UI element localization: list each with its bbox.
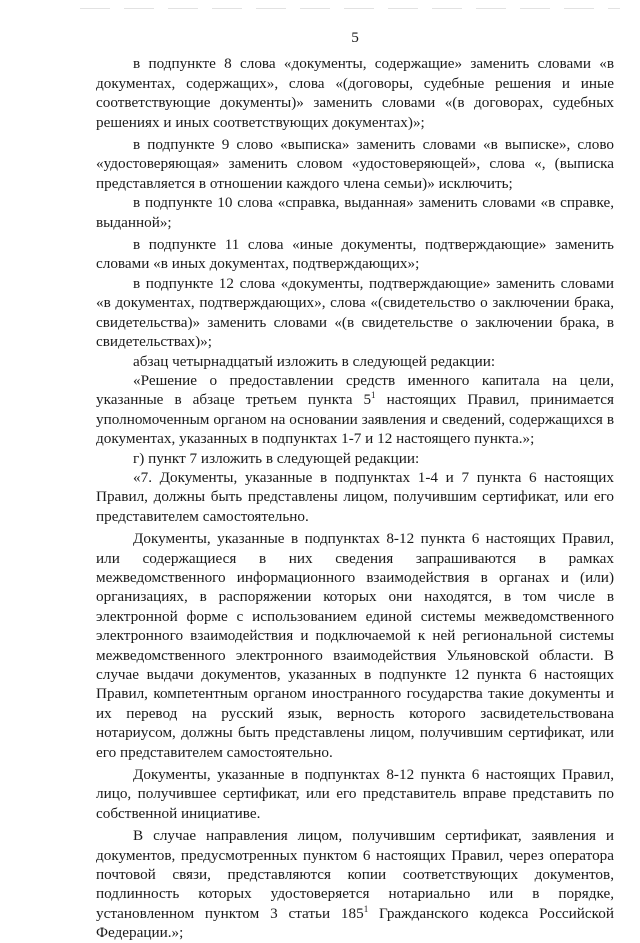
paragraph-7-superscript: 1 [371,390,376,401]
paragraph-9: «7. Документы, указанные в подпунктах 1-4 и 7 пункта 6 настоящих Правил, должны быть представлены лицом, получившим сертификат, или его представителем самостоятельно. [96,468,614,525]
paragraph-5: в подпункте 12 слова «документы, подтверждающие» заменить словами «в документах, подтверждающих», слова «(свидетельство о заключении брака, свидетельства)» заменить словами «(в свидетельстве о заключении брака, в свидетельствах)»; [96,274,614,351]
paragraph-7 [96,371,614,449]
paragraph-11: Документы, указанные в подпунктах 8-12 пункта 6 настоящих Правил, лицо, получившее сертификат, или его представитель вправе представить по собственной инициативе. [96,766,614,822]
document-page [96,28,614,943]
paragraph-1: в подпункте 8 слова «документы, содержащие» заменить словами «в документах, содержащих», слова «(договоры, судебные решения и иные соответствующие документы)» заменить словами «(в договорах, судебных решениях и иных соответствующих документах)»; [96,55,614,131]
scan-artifact [80,8,620,9]
paragraph-12 [96,826,614,942]
paragraph-7-text-before: «Решение о предоставлении средств именного капитала на цели, указанные в абзаце третьем пункта 5 [96,371,614,409]
paragraph-12-text-after: Гражданского кодекса Российской Федерации.»; [96,904,614,942]
paragraph-12-text-before: В случае направления лицом, получившим сертификат, заявления и документов, предусмотренных пунктом 6 настоящих Правил, через оператора почтовой связи, представляются копии соответствующих документов, подлинность которых удостоверяется нотариально или в порядке, установленном пунктом 3 статьи 185 [96,827,614,922]
paragraph-4: в подпункте 11 слова «иные документы, подтверждающие» заменить словами «в иных документах, подтверждающих»; [96,236,614,273]
page-number: 5 [351,29,359,46]
paragraph-2: в подпункте 9 слово «выписка» заменить словами «в выписке», слово «удостоверяющая» заменить словом «удостоверяющей», слова «, (выписка представляется в отношении каждого члена семьи)» исключить; [96,136,614,192]
paragraph-6: абзац четырнадцатый изложить в следующей редакции: [133,352,496,370]
paragraph-3: в подпункте 10 слова «справка, выданная» заменить словами «в справке, выданной»; [96,194,614,231]
paragraph-7-text-after: настоящих Правил, принимается уполномоченным органом на основании заявления и сведений, содержащихся в документах, указанных в подпунктах 1-7 и 12 настоящего пункта.»; [96,391,614,448]
paragraph-8: г) пункт 7 изложить в следующей редакции: [133,449,420,467]
paragraph-12-superscript: 1 [363,903,369,914]
paragraph-10: Документы, указанные в подпунктах 8-12 пункта 6 настоящих Правил, или содержащиеся в них сведения запрашиваются в рамках межведомственного информационного взаимодействия в органах и (или) организациях, в распоряжении которых они находятся, в том числе в электронной форме с использованием единой системы межведомственного электронного взаимодействия и подключаемой к ней региональной системы межведомственного электронного взаимодействия Ульяновской области. В случае выдачи документов, указанных в подпункте 12 пункта 6 настоящих Правил, компетентным органом иностранного государства такие документы и их перевод на русский язык, верность которого засвидетельствована нотариусом, должны быть представлены лицом, получившим сертификат, или его представителем самостоятельно. [96,530,614,761]
